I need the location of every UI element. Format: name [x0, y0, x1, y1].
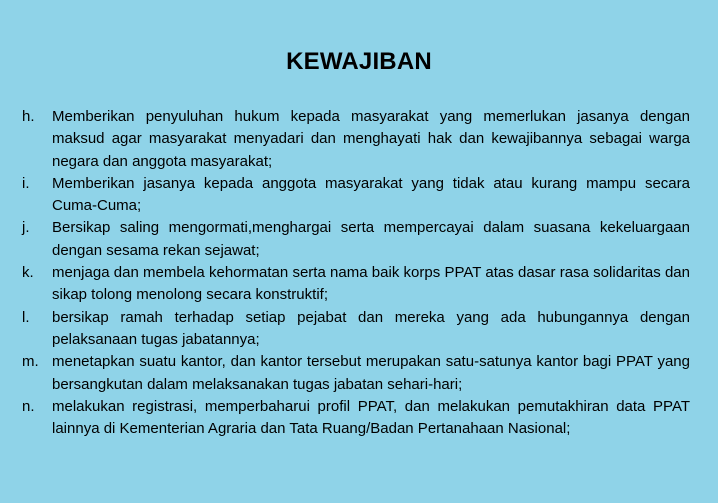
list-marker: i.: [22, 174, 30, 192]
list-item-text: bersikap ramah terhadap setiap pejabat dan mereka yang ada hubungannya dengan pelaksanaan tugas jabatannya;: [52, 308, 690, 348]
list-item-text: melakukan registrasi, memperbaharui profil PPAT, dan melakukan pemutakhiran data PPAT lainnya di Kementerian Agraria dan Tata Ruang/Badan Pertanahaan Nasional;: [52, 397, 690, 438]
list-item-text: Memberikan jasanya kepada anggota masyarakat yang tidak atau kurang mampu secara Cuma-Cuma;: [52, 174, 690, 215]
list-item: [22, 396, 690, 441]
list-item: [22, 106, 690, 173]
list-marker: k.: [22, 264, 34, 282]
list-item: [22, 262, 690, 307]
list-marker: h.: [22, 108, 35, 125]
list-item-text: Bersikap saling mengormati,menghargai serta mempercayai dalam suasana kekeluargaan dengan sesama rekan sejawat;: [52, 219, 690, 259]
list-item: [22, 173, 690, 218]
list-item-text: Memberikan penyuluhan hukum kepada masyarakat yang memerlukan jasanya dengan maksud agar masyarakat menyadari dan menghayati hak dan kewajibannya sebagai warga negara dan anggota masyarakat;: [52, 108, 690, 170]
obligations-list: [22, 106, 690, 440]
list-item: [22, 217, 690, 262]
list-item: [22, 351, 690, 396]
list-marker: l.: [22, 308, 30, 326]
list-marker: j.: [22, 219, 30, 237]
list-item: [22, 307, 690, 352]
slide-title: KEWAJIBAN: [286, 48, 432, 75]
list-marker: m.: [22, 353, 39, 371]
list-item-text: menetapkan suatu kantor, dan kantor tersebut merupakan satu-satunya kantor bagi PPAT yang bersangkutan dalam melaksanakan tugas jabatan sehari-hari;: [52, 353, 690, 393]
list-item-text: menjaga dan membela kehormatan serta nama baik korps PPAT atas dasar rasa solidaritas dan sikap tolong menolong secara konstruktif;: [52, 264, 690, 304]
list-marker: n.: [22, 397, 35, 415]
